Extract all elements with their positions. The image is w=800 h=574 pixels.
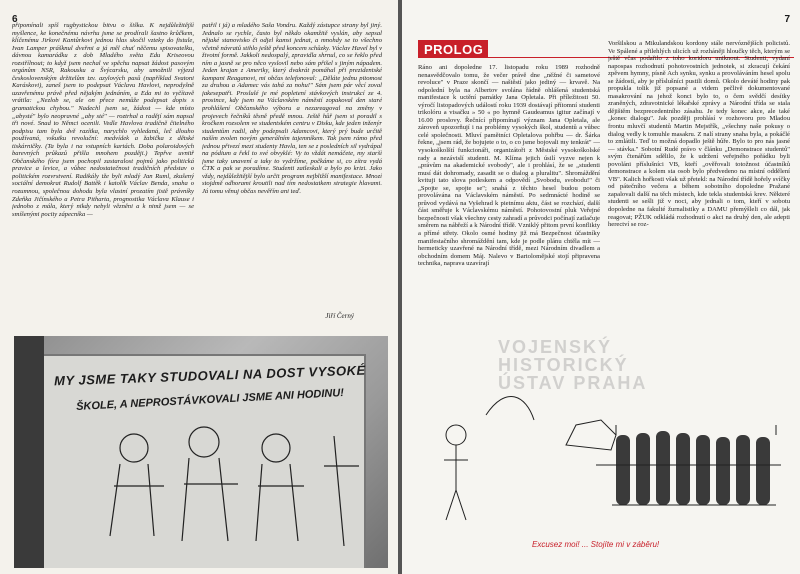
left-column-1: připomínali spíš rugbystickou bitvu o šiška. K nejdůležitější myšlence, ke konečnému návrhu jsme se prodírali šastno krůčkem, klíčenému Jirkovi Kantůrkovi jednou hlas skočil vzteky do fistule, Ivan Lamper prášknul dveřmi a já měl chuť něčemu spisovatelku, dávnou kamarádku z dob Mladého světa Edu Kriseovou rozstřílnout; to když jsem nechal ve spěchu napsat žádost pasovým orgánům NSR, Rakousku a Švýcarsku, aby umožnili výjezd československým držitelům tzv. azylových pasů (například Svatoni Karáskovi), zaneš jsem to podepsat Václavu Havlovi, neprodyšně uzavřenému právě před nějakým jednáním, a Eda mi to vyčítavě vrátila: „Nezlob se, ale on přece nemůže podepsat dopis s gramatickou chybou." Nadechl jsem se, žádost — kde místo „abysté" bylo neopravné „aby sté" — roztrhal a radějí sám napsal tři nové. Snad to Němci ocenili. Vedle Havlova tradičně čitelného podpisu tam byla dvě razítka, narychlo vyhledaná, leč dlouho používaná, vskutku revoluční: medvídek a žabička z dětské tiskárničky. (Ta byla i na vstupních kartách. Doba polaroidových barevných průkazů přišla mnohem později.) Tepřve uvnitř Občanského fóra jsem pochopil zastaralost pojmů jako politická pravice a levice, a vůbec nedostatečnost tradičních představ o politickém rozvrstvení. Radikály tže byli mladý Jan Ruml, zkušený sociální demokrat Rudolf Battěk i katolík Václav Benda, snaha o rozumnou, společnou dohodu byla vlastní prozatím jistě právníky Zdeňka Jičínského a Petra Pitharta, prognostika Václava Klause i jednoho z mála, který nikdy nebyli vězněni a k nimž jsem — se smíšenými pocity zápecníka —	[12, 22, 194, 218]
chalkboard-text-line-1: MY JSME TAKY STUDOVALI NA DOST VYSOKÉ	[53, 362, 366, 389]
section-title: PROLOG	[424, 42, 484, 57]
left-page	[0, 0, 398, 574]
cartoon-caption: Excusez moi! ... Stojíte mi v záběru!	[532, 540, 660, 549]
page-number-right: 7	[784, 14, 790, 25]
chalkboard-photo	[14, 336, 388, 568]
page-number-left: 6	[12, 14, 18, 25]
author-signature: Jiří Černý	[325, 312, 354, 320]
watermark: VOJENSKÝ HISTORICKÝ ÚSTAV PRAHA	[498, 337, 648, 393]
chalk-figures-drawing	[14, 336, 388, 568]
right-page	[402, 0, 800, 574]
right-column-1: Ráno ani dopoledne 17. listopadu roku 1989 rozhodně nenasvědčovalo tomu, že večer právě dne „něžné či sametové revoluce" v Praze skončí — naštěstí jako jediný — krvavě. Na odpolední byla na Albertov svolána řádně ohlášená studentská manifestace k uctění památky Jana Opletala. Při příležitosti 50. výročí listopadových událostí roku 1939 dostávají přítomní studenti trikolóru a visačku » 50 « po hymně Gaudeamus igitur začínají v 16.00 proslovy. Řečnící připomínají význam Jana Opletala, ale zároveň upozorňují i na problémy vysokých škol, studentů a vůbec celé společnosti. Mluví pamětníci Opletalova pohřbu — dr. Šárka řekne, „jsem rád, že bojujete o to, o co jsme bojovali my tenkrát" — vysokoškolští funkcionáři, organizátoři z Městské vysokoškolské rady a nezávislí studenti. M. Klíma jejich úsilí vyzve nejen k „právům na akademické svobody", ale i prohlásí, že se „studenti musí dát dohromady, zasadit se o dialog a pluralitu". Shromáždění kvituji tato slova potleskem a odpovědí „Svobodu, svobodu!" či „Spojte se, spojte se"; snahá z těchto hesel budou potom provolávána na Václavském náměstí. Po sedmnácté hodině se průvod vydává na Vyšehrad k pietnímu aktu, část se rozchází, další část směřuje k Václavskému náměstí. Pohotovostní pluk Veřejné bezpečnosti však všechny cesty zahradí a průvodci počínají zatlačuje směrem na nábřeží a k Národní třídě. Vzniklý přitom první konflikty a přímé střety. Okolo osmé hodiny již má Bezpečnost účastníky manifestačního shromáždění tam, kde je podle plánu chtěla mít — hermeticky uzavřené na Národní třídě, mezi Národním divadlem a obchodním domem Máj. Nalevo v Bartolomějské stojí připravena technika, naprava uzavírají	[418, 64, 600, 268]
chalkboard-text-line-2: ŠKOLE, A NEPROSTÁVKOVALI JSME ANI HODINU!	[75, 386, 345, 414]
left-column-2: patřil i já) a mladého Saša Vondru. Každý zástupce strany byl jiný. Jednalo se rychle, často byl někdo okamžitě vyslán, aby sepsal nějaké stanovisko či odjel kamsi jednat, a mnohdy se to všechno včetně návratů stihlo ještě před koncem schůzky. Václav Havel byl v životní formě. Jakkoli nedospalý, zpravidla shrnul, co se řeklo před ním a jasně se pro něco vyslovil nebo sám přišel s jiným nápadem. Jeden krajan z Ameriky, který dvakrát pomáhal při prezidentské kampani Reaganovi, mi občas telefonoval: „Děláte jednu pitomost za druhou a Adamec vás tahá za nohu!" Sám jsem pár věcí zoval jakesepatři. Proslulé je mé popletení stávkových instrukcí ze 4. prosince, kdy jsem na Václavském náměstí zopakoval den staré prohlášení Občanského výboru a nezareagoval na změny v projevech řečníků těsně předě mnou. Ještě hůř jsem si poradil s kročkem rozsolem ve studentském centru v Disku, kde jeden inženýr studentům radil, aby podepsali Adamcovi, který prý bude určitě naším zvolen novým generálním tajemníkem. Tak jsem rámo před jednou přivezí mezi studenty Havla, ten se z posledních sil vydrápal na pódium a řekl to své obvyklé: Vy to vždát nemáčete, my starší jsme taky unavení a taky to vydržíme, počkáme si, co zítra vydá ČTK a pak se poradíme. Studenti zatleskali a bylo po krizi. Jako vždy, nejdůležitější bylo určit program nejbližší manifestace. Mnozí stojdmě odhorami kroutili nad tím nedostatkem strategie hlavami. Já tomu věnuj občas nevěřím ani teď.	[202, 22, 382, 196]
right-column-2: Voršilskou a Mikulandskou kordony stále nervóznějších policistů. Ve Spálené a přilehlých ulicích už rozháněji hloučky těch, kterým se ještě včas podařilo z toho koridoru uniknout. Studenti, vydaní napospas rozhodnutí pohotovostních jednotek, si zkracují čekání zpěvem hymny, písně Ach synku, synku a provoláváním hesel spolu se žádostí, aby je příslušníci pustili domů. Okolo deváté hodiny pak propukla tolik již popsané a videm pečlivě dokumentované masakrování na jehož konci bylo to, o čem svědčí desítky zraněných, zdravotnické lékařské zprávy a Národní třída se stala dějištěm bezprecedentního zásahu. Je tedy konec akce, ale také „konec dialogu". Jak později prohlásí v rozhovoru pro Mladou frontu mluvčí studentů Martin Mejstřík, „všechny naše pokusy o dialog vedly k tomuhle masakru. Z nalí strany snaha byla, a pokáčlé to zmlátili. Teď to možná dopadlo ještě hůře. Bylo to pro nás jasné — stávka." Sobotní Rudé právo v článku „Demonstrace studentů" svým čtenářům sdělilo, že k udržení veřejného pořádku byli povoláni příslušníci VB, kteří „ověřovali totožnost účastníků demonstrace a kolem sta osob bylo předvedeno na místní oddělení VB". Kalich hořkosti však už přetekl: na Národní třídě hořely svíčky od pátečního večera a během sobotního dopoledne Pražané zapalovali další na těch místech, kde tekla studentská krev. Některé studenti se sešli již v noci, aby jednali o tom, kteří v sobotu dopoledne na fakulté žurnalistiky a DAMU přemýšleli co dál, jak reagovat; PŽUK odkládá rozhodnutí o akci na druhý den, ale adepti herectví se roz-	[608, 40, 790, 229]
section-title-box	[418, 40, 488, 58]
